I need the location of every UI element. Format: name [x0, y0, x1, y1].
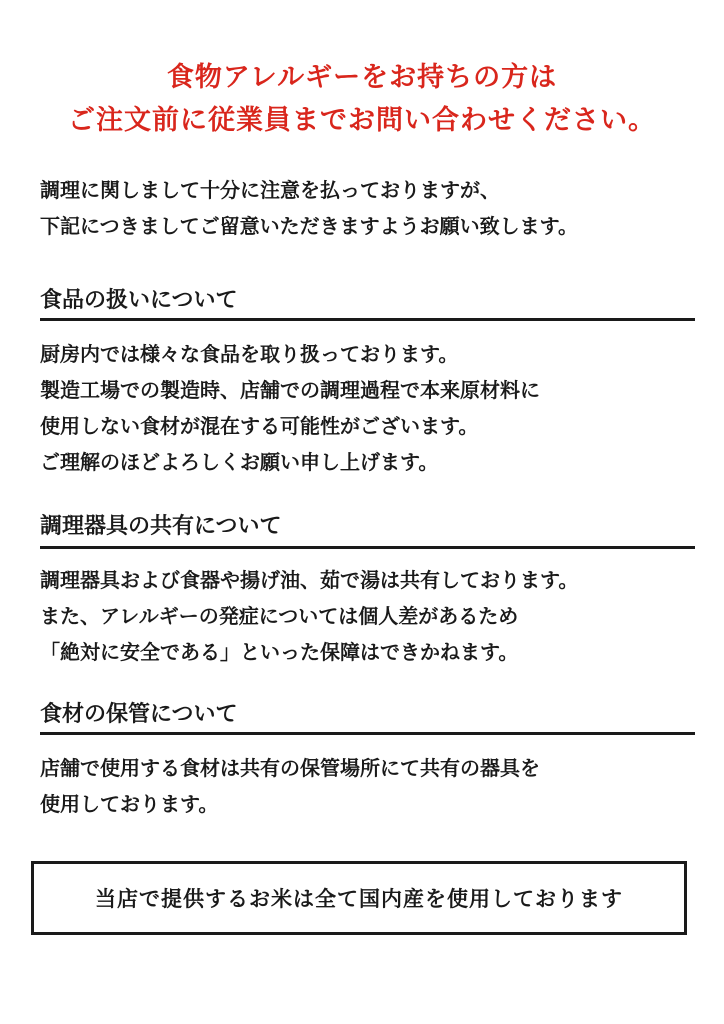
intro-line: 下記につきましてご留意いただきますようお願い致します。 — [40, 214, 578, 238]
body-line: 「絶対に安全である」といった保障はできかねます。 — [40, 640, 519, 664]
section-body-food-handling — [40, 336, 700, 480]
allergy-warning-title — [0, 56, 724, 142]
section-divider — [40, 546, 695, 549]
section-body-shared-utensils — [40, 562, 700, 670]
section-divider — [40, 732, 695, 735]
body-line: 使用しております。 — [40, 792, 219, 816]
title-line-2: ご注文前に従業員までお問い合わせください。 — [68, 105, 656, 136]
section-body-ingredient-storage — [40, 750, 700, 822]
body-line: また、アレルギーの発症については個人差があるため — [40, 604, 519, 628]
intro-paragraph — [40, 172, 700, 244]
body-line: 使用しない食材が混在する可能性がございます。 — [40, 414, 479, 438]
intro-line: 調理に関しまして十分に注意を払っておりますが、 — [40, 178, 500, 202]
title-line-1: 食物アレルギーをお持ちの方は — [166, 62, 558, 93]
body-line: 厨房内では様々な食品を取り扱っております。 — [40, 342, 459, 366]
section-heading-food-handling: 食品の扱いについて — [40, 287, 238, 313]
section-divider — [40, 318, 695, 321]
body-line: 調理器具および食器や揚げ油、茹で湯は共有しております。 — [40, 568, 579, 592]
section-heading-shared-utensils: 調理器具の共有について — [40, 513, 282, 539]
body-line: 店舗で使用する食材は共有の保管場所にて共有の器具を — [40, 756, 540, 780]
rice-origin-notice: 当店で提供するお米は全て国内産を使用しております — [95, 886, 623, 911]
body-line: ご理解のほどよろしくお願い申し上げます。 — [40, 450, 439, 474]
section-heading-ingredient-storage: 食材の保管について — [40, 701, 238, 727]
body-line: 製造工場での製造時、店舗での調理過程で本来原材料に — [40, 378, 540, 402]
rice-origin-notice-box — [31, 861, 687, 935]
